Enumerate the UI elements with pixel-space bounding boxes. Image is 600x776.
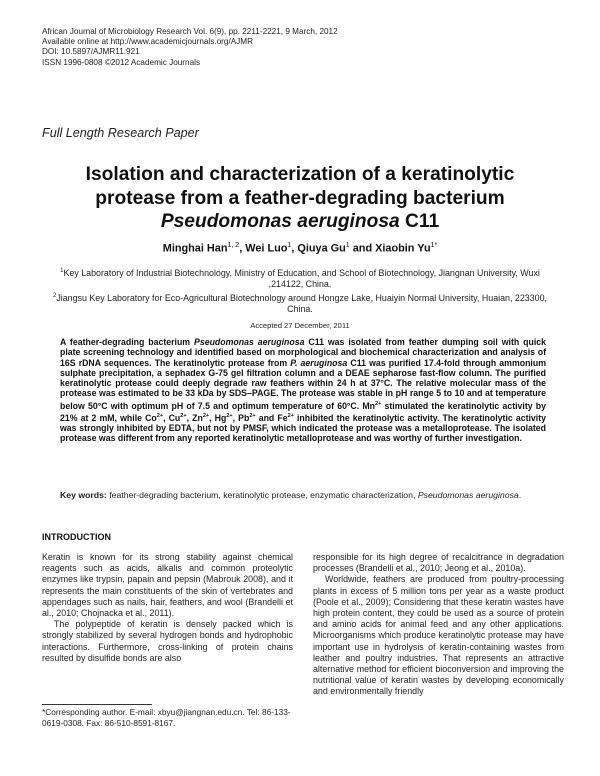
affiliation-mark: 2 <box>52 293 57 299</box>
author-name: Minghai Han <box>162 242 228 255</box>
ion-charge: 2+ <box>375 400 382 407</box>
author-affiliation-mark: 1 <box>287 242 292 249</box>
abstract-text: , Cu <box>163 412 181 423</box>
abstract-text: inhibited the keratinolytic activity. The keratinolytic activity was strongly inhibited by EDTA, but not by PMSF, which indicated the protease was a metalloprotease. The isolated protease was different from any reported keratinolytic metalloprotease and was worthy of further investigation. <box>60 412 547 444</box>
issn-line: ISSN 1996-0808 ©2012 Academic Journals <box>42 57 201 67</box>
affiliation-mark: 1 <box>60 268 64 274</box>
title-line-3 <box>20 210 580 234</box>
paragraph: Keratin is known for its strong stability against chemical reagents such as acids, alkalis and common proteolytic enzymes like trypsin, papain and pepsin (Mabrouk 2008), and it represents the main constituents of the skin of vertebrates and appendages such as nails, hair, feathers, and wool (Brandelli et al., 2010; Chojnacka et al., 2011). <box>42 552 293 619</box>
abstract-text: and Fe <box>255 412 288 423</box>
keywords-end: . <box>518 490 522 500</box>
paragraph: The polypeptide of keratin is densely packed which is strongly stabilized by several hydrogen bonds and hydrophobic interactions. Furthermore, cross-linking of protein chains resulted by disulfide bonds are also <box>42 619 293 663</box>
ion-charge: 2+ <box>202 412 210 419</box>
abstract-text: stimulated the keratinolytic activity by 21% at 2 mM, while Co <box>60 400 547 423</box>
keywords-species: Pseudomonas aeruginosa <box>417 490 519 500</box>
author-list <box>20 242 580 255</box>
author-affiliation-mark: 1, 2 <box>227 242 240 249</box>
abstract-text: C11 was purified 17.4-fold through ammonium sulphate precipitation, a sephadex G-75 gel filtration column and a DEAE sepharose fast-flow column. The purified keratinolytic protease could deeply degrade raw feathers within 24 h at 37°C. The relative molecular mass of the protease was estimated to be 33 kDa by SDS–PAGE. The protease was stable in pH range 5 to 10 and at temperature below 50°C with optimum pH of 7.5 and optimum temperature of 60°C. Mn <box>60 357 546 411</box>
keywords-label: Key words: <box>60 490 107 500</box>
abstract-species: Pseudomonas aeruginosa <box>194 337 305 347</box>
footnote-divider <box>42 704 152 705</box>
title-species: Pseudomonas aeruginosa <box>160 211 400 232</box>
abstract-text: A feather-degrading bacterium <box>60 337 195 347</box>
affiliation-text: Jiangsu Key Laboratory for Eco-Agricultural Biotechnology around Hongze Lake, Huaiyin Normal University, Huaian, 223300, China. <box>56 292 548 315</box>
abstract-text: , Hg <box>209 412 227 423</box>
affiliation-1 <box>42 266 558 290</box>
doi-line: DOI: 10.5897/AJMR11.921 <box>42 47 140 57</box>
abstract-species: P. aeruginosa <box>290 357 348 368</box>
paragraph: Worldwide, feathers are produced from poultry-processing plants in excess of 5 million tons per year as a waste product (Poole et al., 2009); Considering that these keratin wastes have high protein content, they could be used as a source of protein and amino acids for animal feed and any other applications. Microorganisms which produce keratinolytic protease may have important use in hydrolysis of keratin-containing wastes from leather and poultry industries. That represents an attractive alternative method for efficient bioconversion and improving the nutritional value of keratin wastes by developing economically and environmentally friendly <box>313 574 564 697</box>
section-heading-introduction: INTRODUCTION <box>42 532 111 542</box>
ion-charge: 2+ <box>180 412 187 419</box>
body-column-left <box>42 552 293 664</box>
author-affiliation-mark: 1* <box>430 242 438 249</box>
author-name: Qiuya Gu <box>297 242 346 255</box>
title-line-2: protease from a feather-degrading bacterium <box>95 187 505 209</box>
author-name: Xiaobin Yu <box>375 242 431 255</box>
paragraph: responsible for its high degree of recalcitrance in degradation processes (Brandelli et al., 2010; Jeong et al., 2010a). <box>313 552 564 574</box>
ion-charge: 2+ <box>249 412 256 419</box>
title-line-1: Isolation and characterization of a keratinolytic <box>85 164 515 185</box>
accepted-date: Accepted 27 December, 2011 <box>250 321 350 330</box>
author-affiliation-mark: 1 <box>345 242 350 249</box>
abstract-text: , Zn <box>186 412 203 423</box>
abstract <box>60 337 546 444</box>
affiliation-2 <box>42 291 558 315</box>
journal-citation: African Journal of Microbiology Research Vol. 6(9), pp. 2211-2221, 9 March, 2012 <box>42 27 338 36</box>
body-column-right <box>313 552 564 698</box>
affiliation-text: Key Laboratory of Industrial Biotechnology, Ministry of Education, and School of Biotechnology, Jiangnan University, Wuxi ,214122, China. <box>63 267 540 290</box>
author-name: Wei Luo <box>245 242 288 255</box>
journal-header <box>42 27 338 68</box>
corresponding-author-footnote: *Corresponding author. E-mail: xbyu@jiangnan.edu.cn. Tel: 86-133-0619-0308. Fax: 86-510-8591-8167. <box>42 707 291 728</box>
paper-type: Full Length Research Paper <box>42 126 199 140</box>
author-separator: , <box>291 242 298 255</box>
abstract-text: C11 was isolated from feather dumping soil with quick plate screening technology and identified based on morphological and biochemical characterization and analysis of 16S rDNA sequences. The keratinolytic protease from <box>60 337 546 368</box>
author-separator: and <box>349 242 376 255</box>
availability-line: Available online at http://www.academicjournals.org/AJMR <box>42 37 254 47</box>
paper-title <box>20 163 580 234</box>
title-strain: C11 <box>399 211 440 232</box>
keywords-text: feather-degrading bacterium, keratinolytic protease, enzymatic characterization, <box>106 490 418 500</box>
abstract-text: , Pb <box>232 412 250 423</box>
author-separator: , <box>239 242 246 255</box>
ion-charge: 2+ <box>287 412 294 419</box>
keywords <box>60 490 546 501</box>
ion-charge: 2+ <box>226 412 233 419</box>
ion-charge: 2+ <box>156 412 164 419</box>
